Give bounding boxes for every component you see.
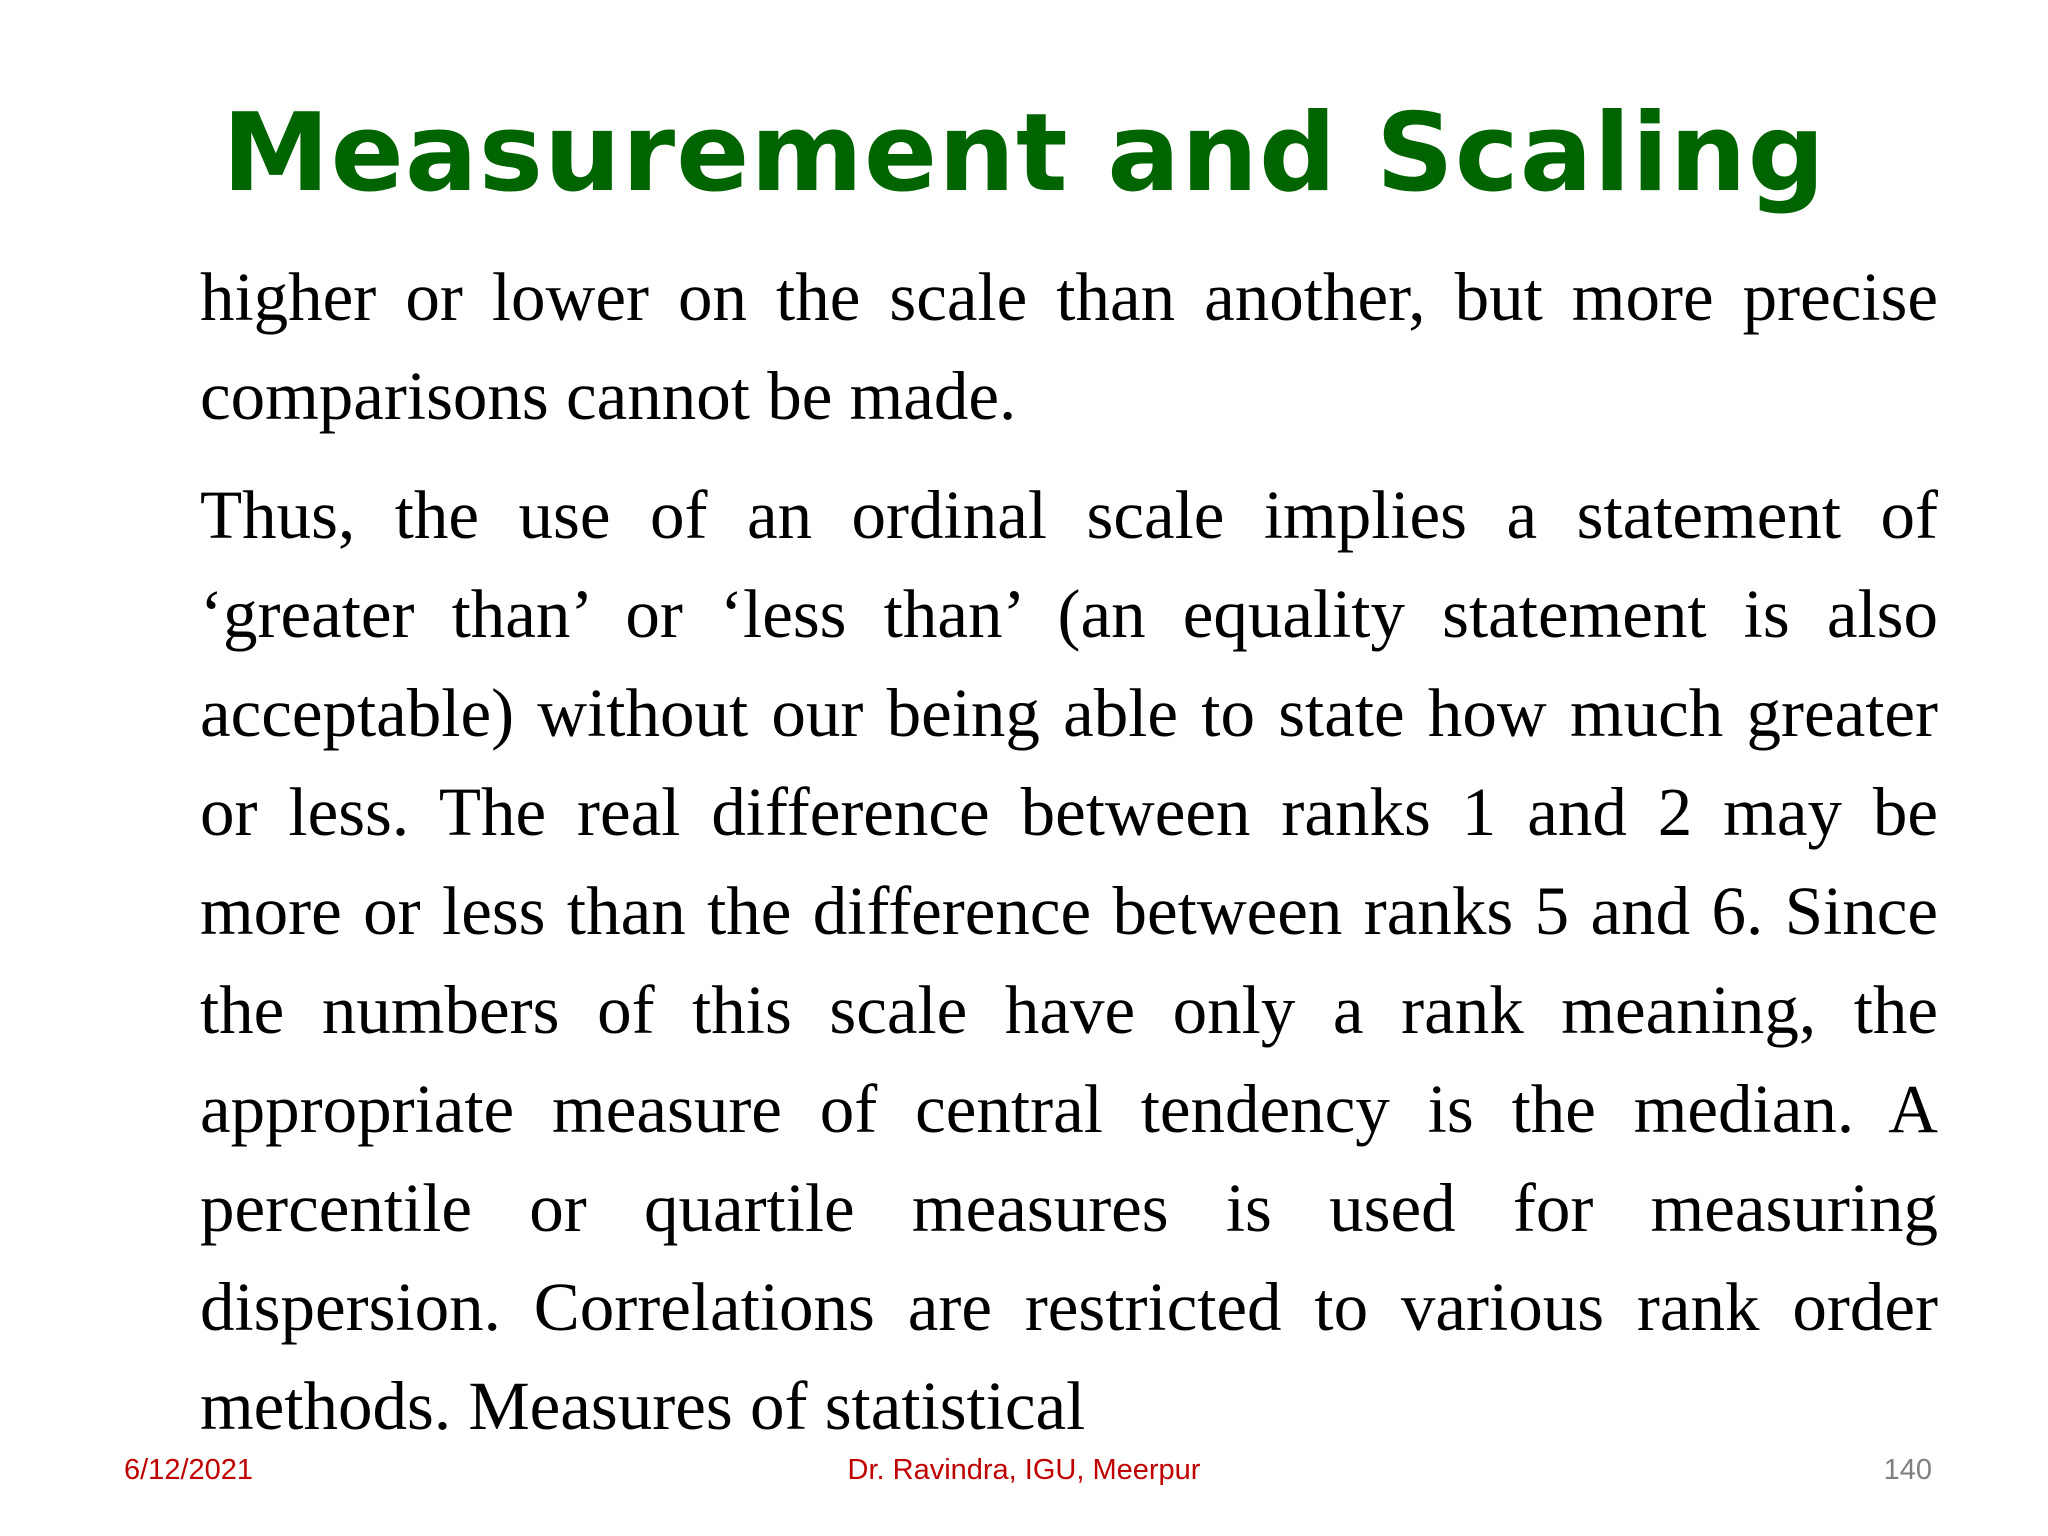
- slide-body: [200, 248, 1938, 1456]
- slide-page-number: 140: [1883, 1454, 1932, 1486]
- footer-date: 6/12/2021: [124, 1454, 254, 1486]
- body-paragraph: Thus, the use of an ordinal scale implies a statement of ‘greater than’ or ‘less than’ (an equality statement is also acceptable) without our being able to state how much greater or less. The real difference between ranks 1 and 2 may be more or less than the difference between ranks 5 and 6. Since the numbers of this scale have only a rank meaning, the appropriate measure of central tendency is the median. A percentile or quartile measures is used for measuring dispersion. Correlations are restricted to various rank order methods. Measures of statistical: [200, 477, 1938, 1444]
- footer-author: Dr. Ravindra, IGU, Meerpur: [847, 1454, 1201, 1486]
- slide-title: Measurement and Scaling: [222, 91, 1826, 216]
- body-paragraph: higher or lower on the scale than another, but more precise comparisons cannot be made.: [200, 259, 1938, 434]
